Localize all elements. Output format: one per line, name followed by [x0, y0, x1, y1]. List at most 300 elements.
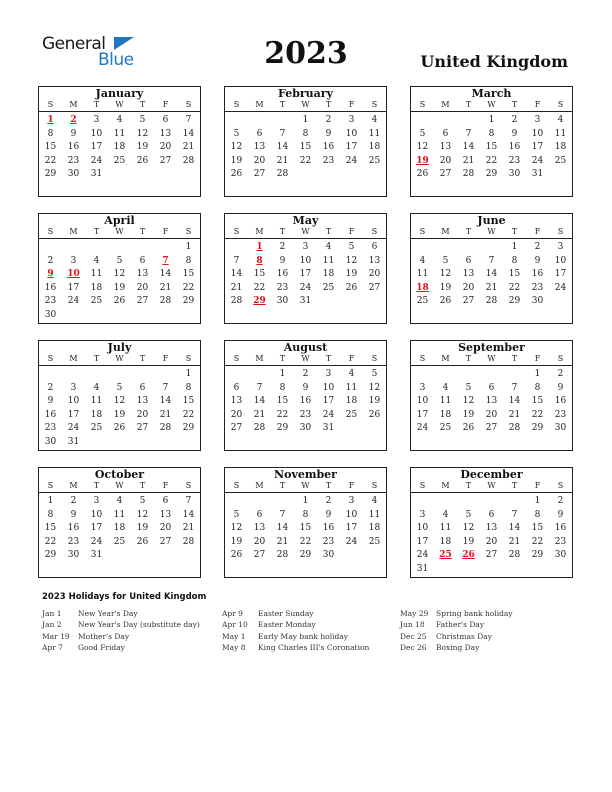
day: 22 [531, 536, 544, 547]
day: 29 [531, 423, 544, 434]
weekday-header [39, 100, 200, 112]
day: 6 [442, 128, 449, 139]
day: 19 [368, 396, 381, 407]
day: 22 [44, 536, 57, 547]
weekday-header [225, 100, 386, 112]
day: 23 [508, 155, 521, 166]
day: 27 [253, 169, 266, 180]
day: 15 [531, 396, 544, 407]
month-name: July [107, 341, 132, 354]
day: 1 [279, 369, 286, 379]
day: 21 [230, 282, 243, 293]
day: 3 [419, 509, 426, 520]
weekday-label: T [139, 100, 146, 109]
day: 29 [44, 550, 57, 561]
empty-cell [271, 495, 294, 509]
weekday-label: M [441, 354, 450, 363]
holiday-date: May 29 [400, 609, 429, 618]
weekday-label: W [301, 481, 310, 490]
day: 10 [345, 128, 358, 139]
day: 19 [230, 155, 243, 166]
month-name: November [274, 468, 337, 481]
day: 19 [113, 282, 126, 293]
day: 19 [136, 523, 149, 534]
day: 16 [299, 396, 312, 407]
day: 23 [67, 155, 80, 166]
day: 20 [485, 409, 498, 420]
day: 24 [299, 282, 312, 293]
day: 13 [136, 396, 149, 407]
empty-cell [85, 368, 108, 382]
weekday-label: S [557, 481, 564, 490]
day: 24 [531, 155, 544, 166]
day: 31 [416, 563, 429, 574]
day: 6 [139, 255, 146, 266]
weekday-label: S [185, 354, 192, 363]
day: 25 [90, 423, 103, 434]
weekday-label: T [325, 227, 332, 236]
empty-cell [248, 368, 271, 382]
holiday-row [42, 631, 200, 642]
day: 15 [485, 142, 498, 153]
day: 22 [508, 282, 521, 293]
empty-cell [480, 241, 503, 255]
day: 14 [230, 269, 243, 280]
day: 12 [113, 396, 126, 407]
empty-cell [271, 114, 294, 128]
holiday-name: Good Friday [78, 642, 125, 652]
holiday-day: 1 [256, 242, 263, 252]
holiday-row [400, 631, 513, 642]
day: 8 [47, 128, 54, 139]
day: 16 [554, 396, 567, 407]
day: 12 [136, 128, 149, 139]
day: 12 [136, 509, 149, 520]
day: 26 [113, 296, 126, 307]
month-may [224, 213, 387, 324]
day: 23 [554, 536, 567, 547]
weekday-label: F [348, 354, 355, 363]
day: 3 [557, 242, 564, 252]
weekday-header [225, 354, 386, 366]
day: 14 [508, 523, 521, 534]
day: 17 [90, 142, 103, 153]
holiday-date: May 8 [222, 642, 246, 652]
day: 13 [253, 523, 266, 534]
day: 24 [416, 423, 429, 434]
day: 28 [159, 296, 172, 307]
day: 10 [90, 509, 103, 520]
day: 3 [348, 496, 355, 506]
day: 18 [113, 142, 126, 153]
weekday-label: M [255, 100, 264, 109]
day: 27 [253, 550, 266, 561]
day: 8 [47, 509, 54, 520]
day: 17 [554, 269, 567, 280]
weekday-label: F [534, 227, 541, 236]
day: 16 [554, 523, 567, 534]
month-name: December [460, 468, 523, 481]
day: 31 [322, 423, 335, 434]
weekday-label: F [534, 354, 541, 363]
day: 27 [462, 296, 475, 307]
day: 13 [485, 523, 498, 534]
day: 22 [299, 155, 312, 166]
weekday-label: T [465, 227, 472, 236]
month-february [224, 86, 387, 197]
day: 6 [162, 496, 169, 506]
day: 14 [508, 396, 521, 407]
day: 29 [485, 169, 498, 180]
holiday-day: 26 [462, 550, 475, 561]
day: 20 [368, 269, 381, 280]
empty-cell [411, 114, 434, 128]
weekday-label: M [69, 227, 78, 236]
day: 27 [159, 536, 172, 547]
weekday-label: F [348, 100, 355, 109]
holiday-date: Mar 19 [42, 631, 70, 641]
day: 27 [136, 296, 149, 307]
weekday-label: S [419, 354, 426, 363]
weekday-label: W [487, 100, 496, 109]
day: 30 [531, 296, 544, 307]
day: 12 [230, 142, 243, 153]
day: 16 [531, 269, 544, 280]
day: 16 [322, 523, 335, 534]
day: 14 [253, 396, 266, 407]
day: 10 [90, 128, 103, 139]
day: 8 [534, 509, 541, 520]
day: 16 [67, 142, 80, 153]
weekday-label: M [255, 227, 264, 236]
day: 25 [345, 409, 358, 420]
day: 24 [322, 409, 335, 420]
weekday-label: W [301, 100, 310, 109]
day: 1 [534, 496, 541, 506]
month-name: January [95, 87, 144, 100]
empty-cell [131, 241, 154, 255]
day: 3 [70, 255, 77, 266]
day: 30 [67, 169, 80, 180]
day: 25 [368, 536, 381, 547]
day: 7 [488, 255, 495, 266]
day: 4 [116, 496, 123, 506]
day: 25 [416, 296, 429, 307]
day: 20 [485, 536, 498, 547]
day: 12 [230, 523, 243, 534]
day: 13 [159, 128, 172, 139]
day: 28 [508, 423, 521, 434]
day: 21 [508, 536, 521, 547]
day: 1 [488, 115, 495, 125]
day: 4 [442, 509, 449, 520]
day: 11 [322, 255, 335, 266]
day-grid [225, 112, 386, 182]
day: 3 [348, 115, 355, 125]
day: 6 [488, 382, 495, 393]
empty-cell [411, 368, 434, 382]
holiday-date: Dec 25 [400, 631, 427, 641]
weekday-label: T [279, 227, 286, 236]
empty-cell [434, 241, 457, 255]
holiday-column [222, 608, 369, 653]
day: 26 [136, 155, 149, 166]
day: 26 [368, 409, 381, 420]
month-name: April [104, 214, 135, 227]
day: 30 [299, 423, 312, 434]
day: 22 [253, 282, 266, 293]
holiday-day: 10 [67, 269, 80, 280]
month-name: February [277, 87, 333, 100]
empty-cell [503, 495, 526, 509]
month-name: September [458, 341, 525, 354]
weekday-label: M [441, 227, 450, 236]
day: 2 [557, 369, 564, 379]
day: 30 [508, 169, 521, 180]
day: 15 [531, 523, 544, 534]
day: 12 [416, 142, 429, 153]
day: 18 [368, 142, 381, 153]
day: 8 [185, 255, 192, 266]
weekday-label: M [255, 354, 264, 363]
weekday-label: S [419, 481, 426, 490]
day: 3 [534, 115, 541, 125]
weekday-label: T [279, 100, 286, 109]
holiday-row [400, 608, 513, 619]
day: 12 [345, 255, 358, 266]
weekday-label: M [255, 481, 264, 490]
empty-cell [85, 241, 108, 255]
day: 30 [322, 550, 335, 561]
day: 1 [185, 242, 192, 252]
weekday-label: T [465, 100, 472, 109]
day: 8 [185, 382, 192, 393]
day: 11 [113, 509, 126, 520]
day: 9 [325, 128, 332, 139]
empty-cell [131, 368, 154, 382]
day: 28 [182, 155, 195, 166]
day: 6 [233, 382, 240, 393]
day: 21 [485, 282, 498, 293]
day-grid [225, 366, 386, 436]
day: 30 [67, 550, 80, 561]
day: 4 [371, 496, 378, 506]
holiday-row [42, 642, 200, 653]
day: 2 [511, 115, 518, 125]
holiday-row [42, 608, 200, 619]
day: 8 [302, 128, 309, 139]
weekday-header [411, 227, 572, 239]
day: 13 [136, 269, 149, 280]
holiday-date: Jun 18 [400, 620, 425, 630]
day: 3 [325, 369, 332, 379]
holiday-row [222, 608, 369, 619]
day: 20 [439, 155, 452, 166]
day: 30 [44, 309, 57, 320]
day: 25 [113, 155, 126, 166]
day: 18 [368, 523, 381, 534]
day: 9 [557, 382, 564, 393]
month-october [38, 467, 201, 578]
day: 5 [233, 128, 240, 139]
country-title: United Kingdom [420, 52, 568, 71]
month-september [410, 340, 573, 451]
day: 23 [67, 536, 80, 547]
day: 27 [439, 169, 452, 180]
holiday-name: Mother's Day [78, 631, 130, 641]
weekday-header [225, 481, 386, 493]
day: 3 [70, 382, 77, 393]
day: 14 [276, 142, 289, 153]
holiday-name: Boxing Day [436, 642, 480, 652]
empty-cell [457, 368, 480, 382]
day: 18 [554, 142, 567, 153]
day: 6 [139, 382, 146, 393]
day: 2 [47, 255, 54, 266]
weekday-label: S [185, 227, 192, 236]
weekday-label: S [557, 354, 564, 363]
weekday-label: S [185, 481, 192, 490]
day: 12 [439, 269, 452, 280]
day: 3 [93, 115, 100, 125]
day: 18 [113, 523, 126, 534]
day: 15 [299, 523, 312, 534]
day: 24 [554, 282, 567, 293]
empty-cell [434, 368, 457, 382]
day: 23 [554, 409, 567, 420]
holiday-name: Early May bank holiday [258, 631, 349, 641]
month-august [224, 340, 387, 451]
weekday-label: M [69, 481, 78, 490]
day: 7 [511, 382, 518, 393]
day: 1 [302, 496, 309, 506]
day: 2 [325, 496, 332, 506]
weekday-label: S [47, 354, 54, 363]
day: 10 [67, 396, 80, 407]
day: 30 [44, 436, 57, 447]
weekday-label: T [325, 481, 332, 490]
day: 22 [44, 155, 57, 166]
day: 26 [230, 550, 243, 561]
logo-text-blue: Blue [98, 50, 134, 70]
day: 8 [488, 128, 495, 139]
day: 22 [485, 155, 498, 166]
day: 24 [90, 155, 103, 166]
holiday-date: Jan 1 [42, 609, 62, 618]
weekday-label: W [487, 354, 496, 363]
day: 17 [345, 523, 358, 534]
day: 18 [345, 396, 358, 407]
holiday-day: 8 [256, 255, 263, 266]
weekday-label: F [162, 481, 169, 490]
empty-cell [248, 114, 271, 128]
month-january [38, 86, 201, 197]
day: 6 [256, 128, 263, 139]
day: 27 [230, 423, 243, 434]
day: 5 [233, 509, 240, 520]
day: 4 [442, 382, 449, 393]
month-name: August [283, 341, 328, 354]
day: 2 [534, 242, 541, 252]
day: 16 [67, 523, 80, 534]
day: 15 [508, 269, 521, 280]
weekday-label: S [371, 227, 378, 236]
day: 13 [368, 255, 381, 266]
day: 22 [276, 409, 289, 420]
day: 22 [182, 409, 195, 420]
day: 6 [488, 509, 495, 520]
month-name: October [94, 468, 145, 481]
empty-cell [225, 368, 248, 382]
weekday-label: T [465, 354, 472, 363]
weekday-label: S [371, 481, 378, 490]
day: 2 [557, 496, 564, 506]
day: 14 [462, 142, 475, 153]
day: 25 [368, 155, 381, 166]
holiday-day: 25 [439, 550, 452, 561]
empty-cell [108, 368, 131, 382]
day: 4 [419, 255, 426, 266]
day: 15 [182, 269, 195, 280]
month-december [410, 467, 573, 578]
day: 3 [302, 242, 309, 252]
day: 11 [90, 269, 103, 280]
day: 11 [368, 509, 381, 520]
day: 19 [439, 282, 452, 293]
weekday-label: F [162, 100, 169, 109]
holiday-list-title: 2023 Holidays for United Kingdom [42, 592, 207, 602]
day: 28 [253, 423, 266, 434]
day: 23 [276, 282, 289, 293]
day: 29 [299, 550, 312, 561]
holiday-row [222, 642, 369, 653]
weekday-label: F [348, 227, 355, 236]
day: 5 [371, 369, 378, 379]
day: 24 [90, 536, 103, 547]
empty-cell [62, 241, 85, 255]
weekday-label: S [47, 227, 54, 236]
day: 27 [485, 550, 498, 561]
day: 23 [322, 155, 335, 166]
holiday-list [42, 592, 582, 652]
weekday-label: T [325, 100, 332, 109]
day: 12 [462, 396, 475, 407]
holiday-name: Christmas Day [436, 631, 492, 641]
holiday-date: Apr 9 [222, 609, 243, 618]
day: 14 [276, 523, 289, 534]
month-june [410, 213, 573, 324]
day: 23 [531, 282, 544, 293]
holiday-name: New Year's Day [78, 609, 138, 618]
day: 5 [139, 115, 146, 125]
day: 13 [159, 509, 172, 520]
day: 30 [554, 423, 567, 434]
day: 22 [299, 536, 312, 547]
day: 21 [159, 409, 172, 420]
day: 16 [44, 282, 57, 293]
empty-cell [457, 241, 480, 255]
empty-cell [154, 241, 177, 255]
weekday-label: S [233, 227, 240, 236]
day-grid [225, 239, 386, 309]
day-grid [225, 493, 386, 563]
day: 28 [276, 169, 289, 180]
weekday-label: T [139, 481, 146, 490]
month-march [410, 86, 573, 197]
day: 7 [465, 128, 472, 139]
day: 6 [465, 255, 472, 266]
day: 15 [299, 142, 312, 153]
